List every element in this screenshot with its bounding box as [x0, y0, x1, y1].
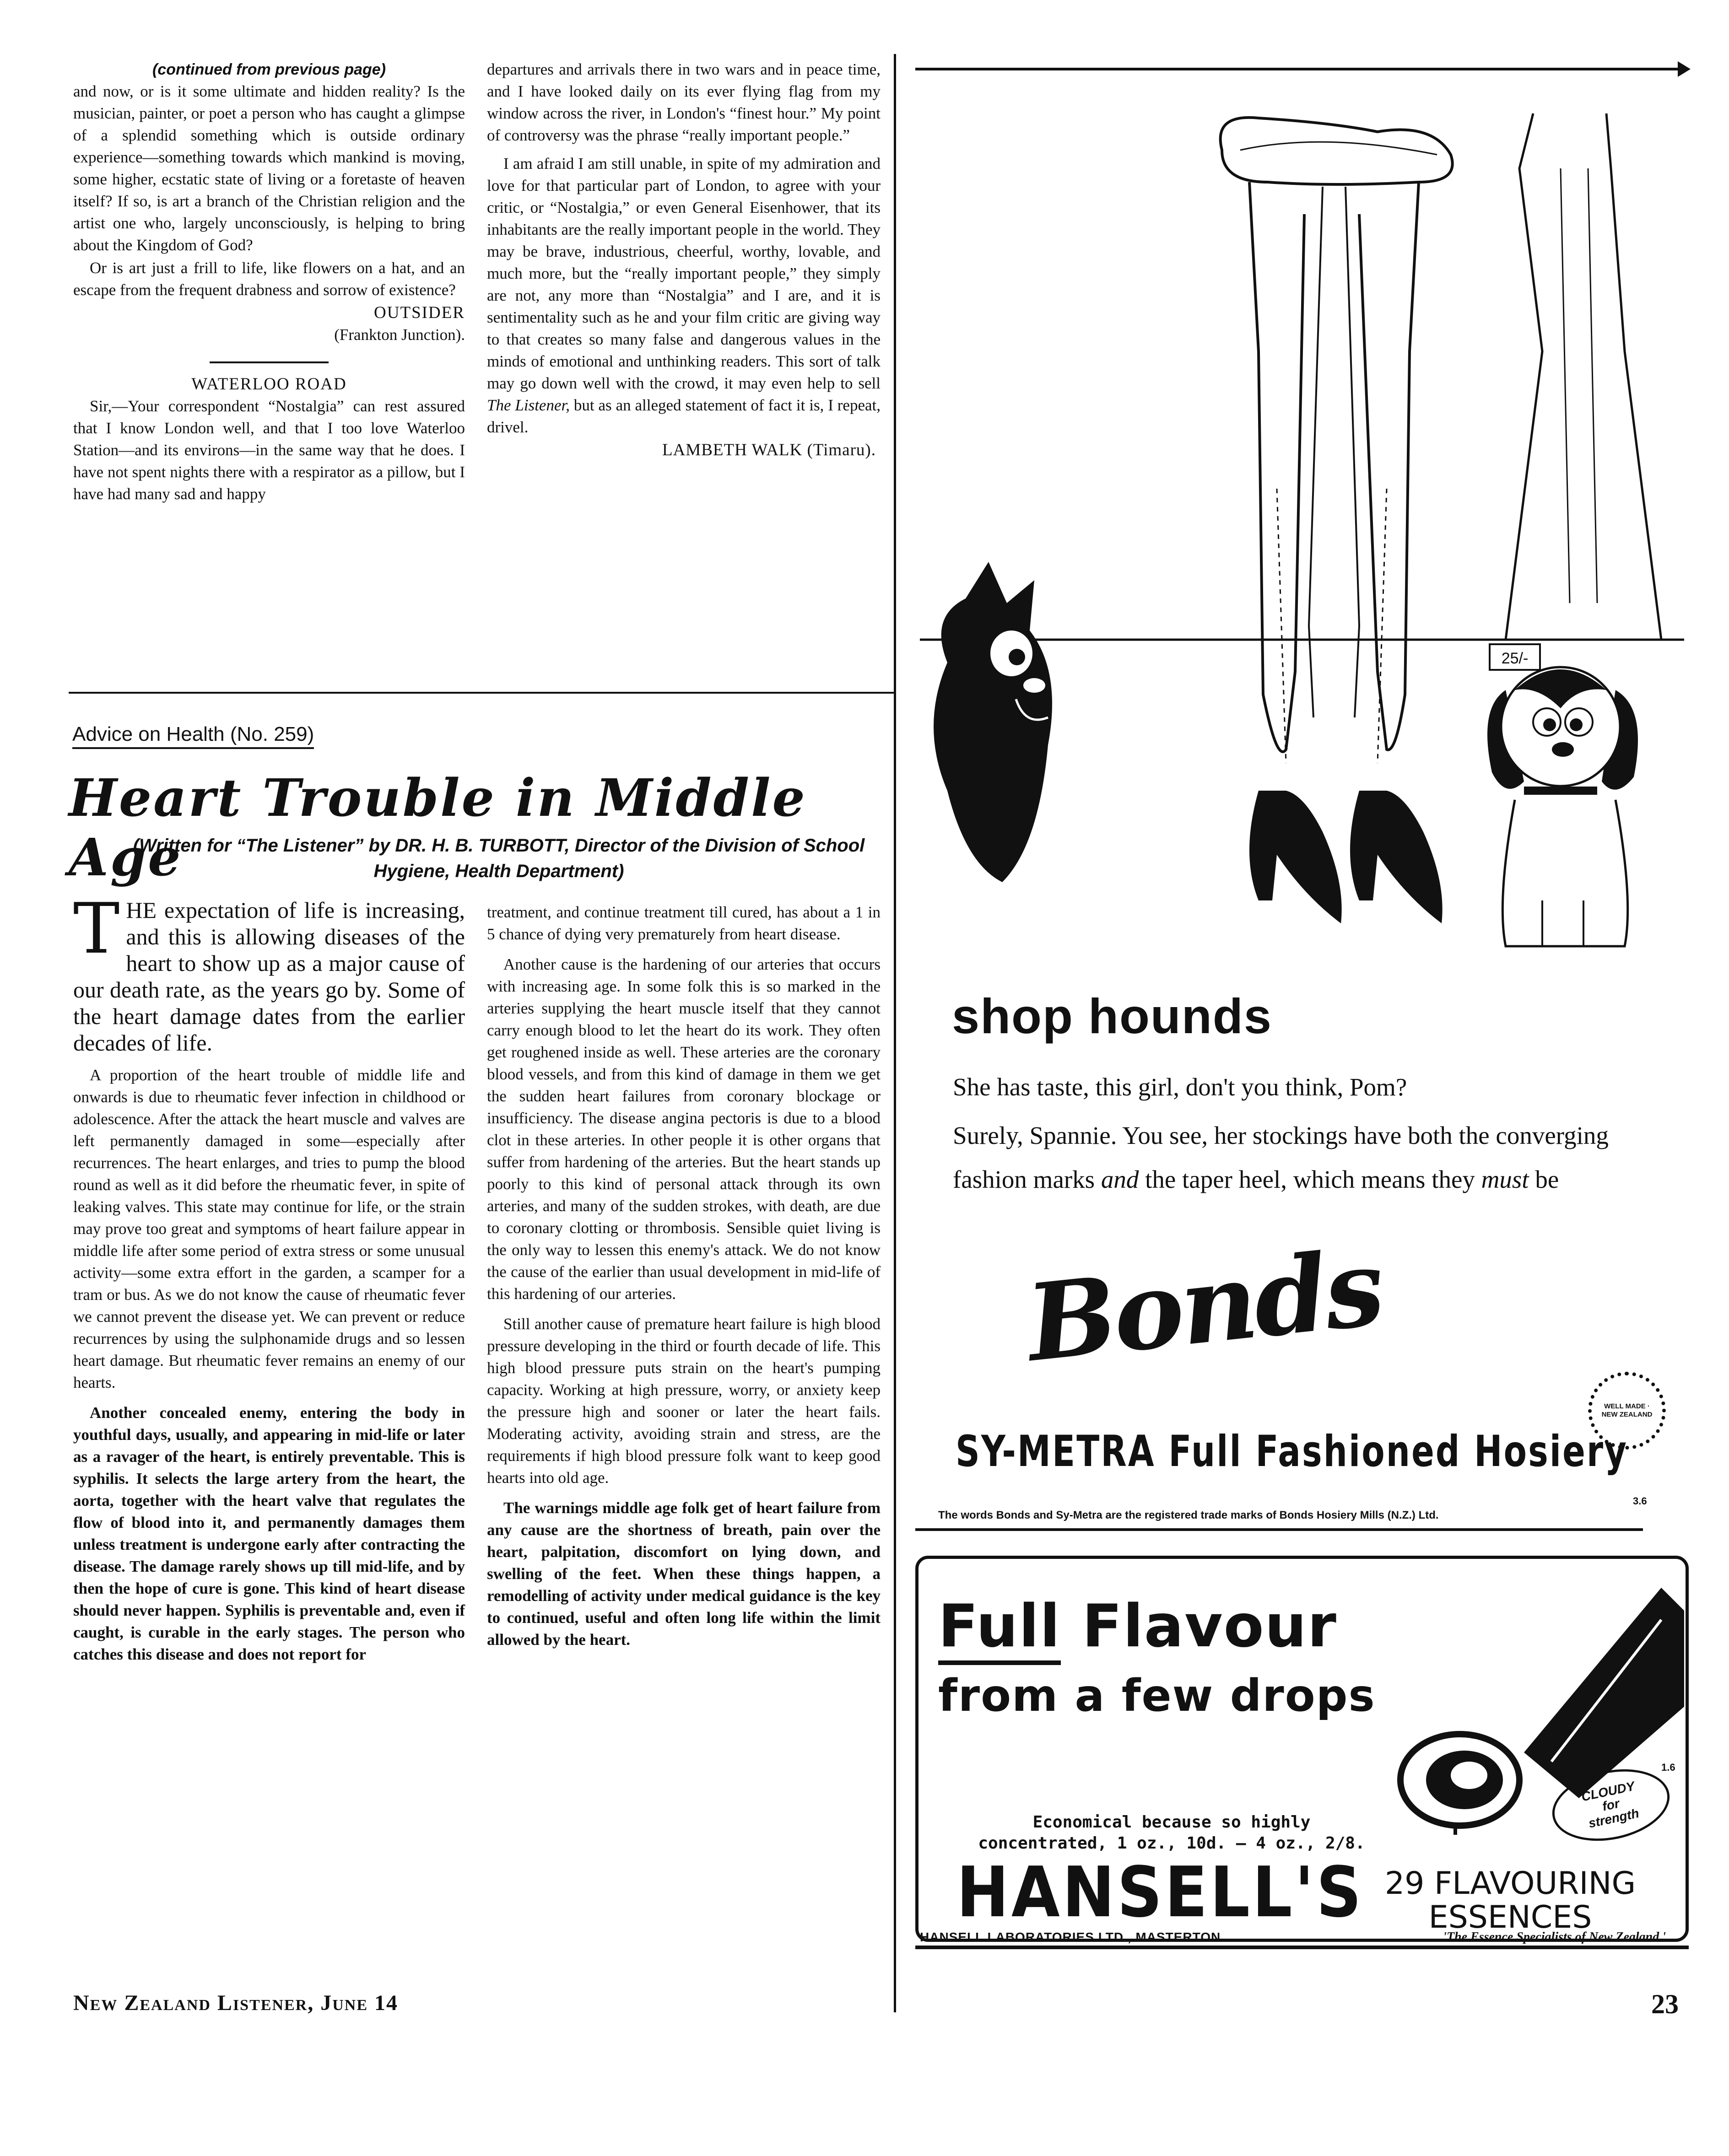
article-paragraph-5: Still another cause of premature heart failure is high blood pressure developing in the third or fourth decade of life. This high blood pressure puts strain on the heart's pumping capacity. Working at high pressure, worry, or anxiety keep the pressure high and sooner or later the heart fails. Moderating activity, avoiding strain and stress, are the requirements if high blood pressure folk want to keep good hearts into old age.	[487, 1315, 881, 1487]
bonds-illustration	[911, 77, 1698, 1015]
letters-divider	[210, 361, 329, 363]
bonds-copy-c: be	[1529, 1165, 1559, 1193]
hansell-subhead: from a few drops	[938, 1670, 1376, 1721]
hansell-headline-full: Full	[938, 1592, 1061, 1665]
hansell-brand: HANSELL'S	[956, 1852, 1364, 1933]
letter1-paragraph-1: and now, or is it some ultimate and hidden reality? Is the musician, painter, or poet a person who has caught a glimpse of a splendid something which is outside ordinary experience—something towards which mankind is moving, some higher, ecstatic state of living or a foretaste of heaven itself? If so, is art a branch of the Christian religion and the artist one who, largely unconsciously, is helping to bring about the Kingdom of God?	[73, 82, 465, 254]
article-paragraph-6: The warnings middle age folk get of heart failure from any cause are the shortness of breath, pain over the heart, palpitation, discomfort on lying down, and swelling of the feet. When these things happen, a remodelling of activity under medical guidance is the key to continued, useful and often long life within the limit allowed by the heart.	[487, 1499, 881, 1649]
article-paragraph-3: treatment, and continue treatment till cured, has about a 1 in 5 chance of dying very prematurely from heart disease.	[487, 903, 881, 943]
bonds-bottom-rule	[915, 1528, 1643, 1531]
article-column-1	[73, 888, 465, 1666]
bonds-copy-must: must	[1481, 1165, 1529, 1193]
letter2-paragraph-3	[487, 153, 881, 438]
hansell-headline	[938, 1592, 1337, 1660]
bonds-top-rule	[915, 68, 1684, 70]
lead-text: HE expectation of life is increasing, and this is allowing diseases of the heart to show up as a major cause of our death rate, as the years go by. Some of the heart damage dates from the earlier decades of life.	[73, 897, 465, 1056]
bonds-trademark-note: The words Bonds and Sy-Metra are the registered trade marks of Bonds Hosiery Mills (N.Z.) Ltd.	[938, 1509, 1439, 1521]
bonds-rule-arrow	[1678, 61, 1691, 77]
bonds-copy	[953, 1065, 1685, 1202]
publication-footer: New Zealand Listener, June 14	[73, 1991, 399, 2015]
dress-drawing	[1490, 113, 1661, 670]
bonds-copy-a: Surely, Spannie. You see, her stockings have both the converging fashion marks	[953, 1121, 1609, 1193]
series-label-text: Advice on Health (No. 259)	[72, 723, 314, 749]
letter1-paragraph-2: Or is art just a frill to life, like flowers on a hat, and an escape from the frequent drabness and sorrow of existence?	[73, 259, 465, 299]
hansell-ad	[911, 1556, 1698, 1967]
article-paragraph-4: Another cause is the hardening of our arteries that occurs with increasing age. In some folk this is so marked in the arteries supplying the heart muscle itself that they cannot carry enough blood to let the heart do its work. They often get roughened inside as well. These arteries are the coronary blood vessels, and from this kind of damage in them we get the sudden heart failures from coronary blockage or insufficiency. The disease angina pectoris is due to a blood clot in these arteries. In other people it is other organs that suffer from hardening of the arteries. But the heart stands up poorly to this kind of personal attack through its own arteries, and many of the sudden strokes, with death, are due to coronary clotting or thrombosis. Sensible quiet living is the only way to lessen this enemy's attack. We do not know the cause of the earlier than usual development in mid-life of this hardening of our arteries.	[487, 955, 881, 1303]
column-rule	[894, 54, 896, 2012]
article-paragraph-1: A proportion of the heart trouble of middle life and onwards is due to rheumatic fever infection in childhood or adolescence. After the attack the heart muscle and valves are left permanently damaged in some—especially after recurrences. The heart enlarges, and tries to pump the blood round as well as it did before the rheumatic fever, in spite of leaking valves. This state may continue for life, or the strain may prove too great and symptoms of heart failure appear in middle life after some period of extra stress or some unusual activity—some extra effort in the garden, a scamper for a tram or bus. As we do not know the cause of rheumatic fever we cannot prevent the disease yet. We can prevent or reduce recurrences by using the sulphonamide drugs and so lessen heart damage. But rheumatic fever remains an enemy of our hearts.	[73, 1066, 465, 1391]
bonds-headline: shop hounds	[952, 988, 1272, 1044]
bonds-brand: Bonds	[1021, 1225, 1388, 1385]
hansell-count-line-2: ESSENCES	[1428, 1899, 1592, 1935]
letter2-signature: LAMBETH WALK (Timaru).	[662, 441, 876, 459]
letters-column-1	[73, 59, 465, 505]
pomeranian-dog	[934, 562, 1052, 882]
hansell-footer-rule	[915, 1946, 1689, 1949]
hansell-economy	[938, 1812, 1405, 1854]
letter2-paragraph-1: Sir,—Your correspondent “Nostalgia” can rest assured that I know London well, and that I too love Waterloo Station—and its environs—in the same way that he does. I have not spent nights there with a respirator as a pillow, but I have had many sad and happy	[73, 397, 465, 503]
letters-column-2	[487, 59, 881, 461]
article-title: Heart Trouble in Middle Age	[69, 768, 807, 888]
letter1-location: (Frankton Junction).	[334, 326, 465, 344]
hansell-economy-line-1: Economical because so highly	[1032, 1813, 1311, 1832]
continued-note: (continued from previous page)	[152, 61, 386, 78]
spaniel-dog	[1487, 667, 1638, 946]
page-number: 23	[1651, 1989, 1679, 2019]
section-rule	[69, 692, 894, 694]
article-lead	[73, 888, 465, 1056]
hansell-headline-flavour: Flavour	[1060, 1592, 1337, 1660]
hansell-bubble-text: CLOUDY for strength	[1580, 1779, 1641, 1831]
bonds-ad	[911, 54, 1698, 1536]
hansell-count	[1364, 1867, 1657, 1935]
bonds-product: SY-METRA Full Fashioned Hosiery	[956, 1427, 1628, 1477]
hansell-footer	[920, 1930, 1684, 1945]
bonds-line-2	[953, 1114, 1685, 1202]
hansell-count-line-1: 29 FLAVOURING	[1384, 1865, 1636, 1902]
letter2-paragraph-2: departures and arrivals there in two wars and in peace time, and I have looked daily on its ever flying flag from my window across the river, in London's “finest hour.” My point of controversy was the phrase “really important people.”	[487, 60, 881, 144]
bonds-copy-and: and	[1101, 1165, 1139, 1193]
letter2-body-end: but as an alleged statement of fact it is, I repeat, drivel.	[487, 396, 881, 436]
hansell-code: 1.6	[1661, 1762, 1675, 1773]
series-label	[72, 723, 314, 746]
stocking-display	[1221, 118, 1453, 923]
letter1-signature: OUTSIDER	[374, 303, 465, 322]
hansell-footer-company: HANSELL LABORATORIES LTD., MASTERTON.	[920, 1930, 1225, 1944]
article-byline: (Written for “The Listener” by DR. H. B. TURBOTT, Director of the Division of School Hygiene, Health Department)	[133, 835, 865, 881]
bonds-copy-b: the taper heel, which means they	[1139, 1165, 1481, 1193]
hansell-footer-slogan: 'The Essence Specialists of New Zealand.'	[1443, 1930, 1666, 1944]
bonds-line-1: She has taste, this girl, don't you think, Pom?	[953, 1073, 1407, 1101]
hansell-economy-line-2: concentrated, 1 oz., 10d. — 4 oz., 2/8.	[978, 1834, 1365, 1853]
letter2-heading: WATERLOO ROAD	[191, 375, 347, 393]
listener-title: The Listener,	[487, 396, 570, 414]
letter2-body: I am afraid I am still unable, in spite of my admiration and love for that particular part of London, to agree with your critic, or “Nostalgia,” or even General Eisenhower, that its inhabitants are the really important people in the world. They may be brave, industrious, cheerful, worthy, lovable, and much more, but the “really important people,” they simply are not, any more than “Nostalgia” and I are, and it is sentimentality such as he and your film critic are giving way to that creates so many false and dangerous values in the minds of emotional and unthinking readers. This sort of talk may go down well with the crowd, it may even help to sell	[487, 155, 881, 392]
bonds-code: 3.6	[1633, 1495, 1647, 1507]
article-paragraph-2: Another concealed enemy, entering the body in youthful days, usually, and appearing in mid-life or later as a ravager of the heart, is entirely preventable. This is syphilis. It selects the large artery from the heart, the aorta, together with the heart valve that regulates the flow of blood into it, and permanently damages them unless treatment is undergone early after contracting the disease. The damage rarely shows up till mid-life, and by then the hope of cure is gone. This kind of heart disease should never happen. Syphilis is preventable and, even if caught, is curable in the early stages. The person who catches this disease and does not report for	[73, 1404, 465, 1663]
drop-cap: T	[73, 888, 120, 969]
article-column-2	[487, 901, 881, 1651]
bonds-seal-text: WELL MADE · NEW ZEALAND	[1601, 1402, 1653, 1418]
price-tag: 25/-	[1501, 650, 1529, 667]
